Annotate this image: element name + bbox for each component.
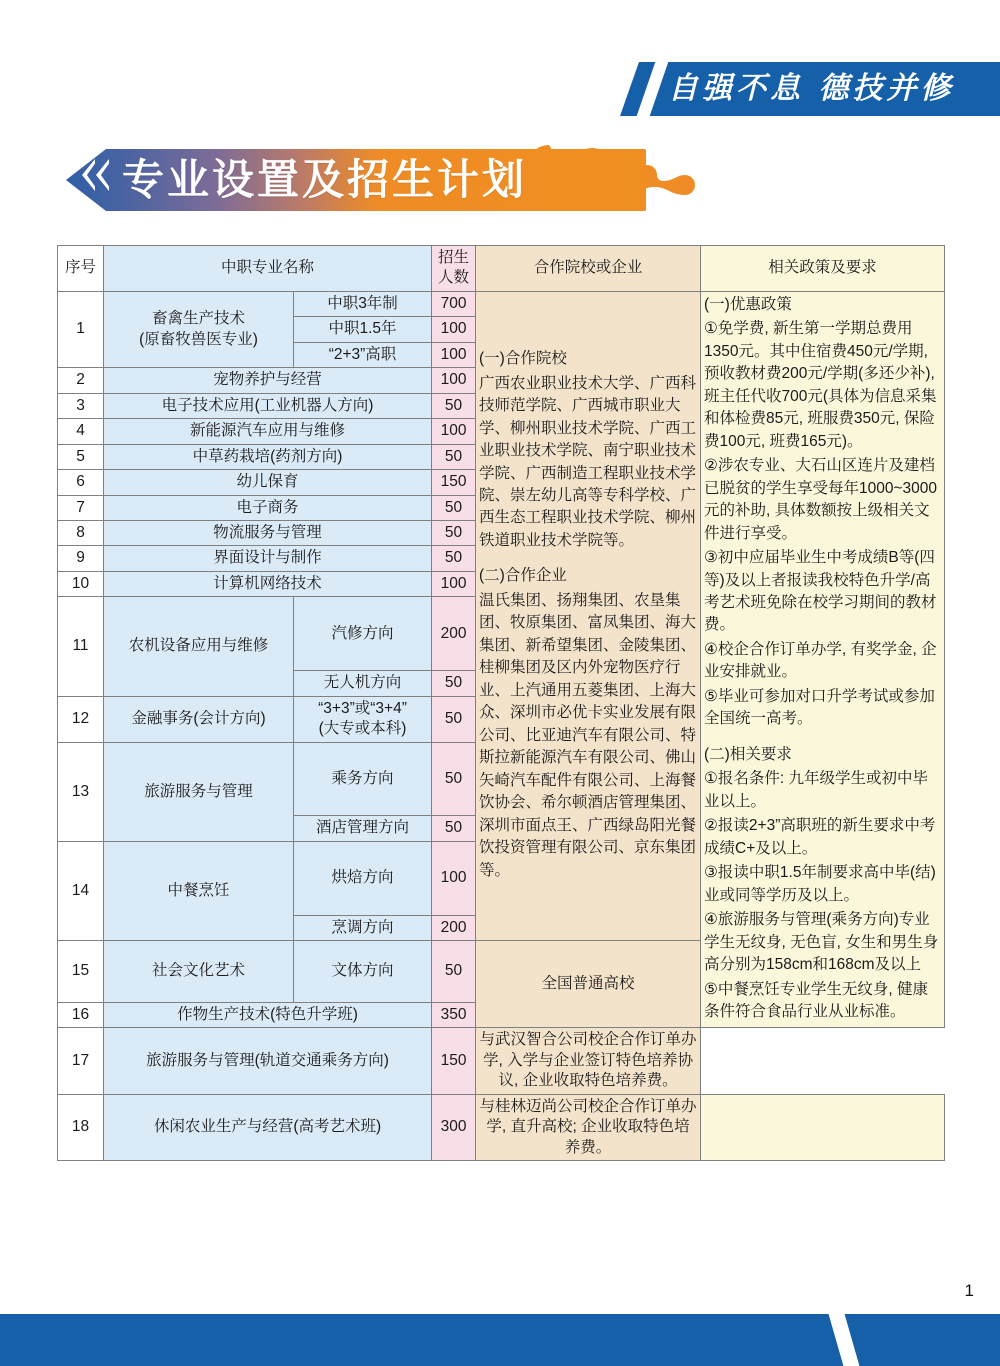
cell-quota: 50 xyxy=(432,546,476,571)
policy-benefit-2: ②涉农专业、大石山区连片及建档已脱贫的学生享受每年1000~3000元的补助, 具体数额按上级相关文件进行享受。 xyxy=(704,457,938,542)
cell-quota: 50 xyxy=(432,444,476,469)
cell-quota: 50 xyxy=(432,696,476,742)
cell-seq: 10 xyxy=(58,571,104,596)
cell-quota: 50 xyxy=(432,520,476,545)
cell-major: 中餐烹饪 xyxy=(104,841,294,940)
policy-requirement-4: ④旅游服务与管理(乘务方向)专业学生无纹身, 无色盲, 女生和男生身高分别为158cm和168cm及以上 xyxy=(704,911,939,974)
cell-major: 休闲农业生产与经营(高考艺术班) xyxy=(104,1094,432,1160)
partner-schools-body: 广西农业职业技术大学、广西科技师范学院、广西城市职业大学、柳州职业技术学院、广西工业职业技术学院、南宁职业技术学院、广西制造工程职业技术学院、崇左幼儿高等专科学校、广西生态工程职业技术学院、柳州铁道职业技术学院等。 xyxy=(479,374,697,549)
partner-enterprises-body: 温氏集团、扬翔集团、农垦集团、牧原集团、富凤集团、海大集团、新希望集团、金陵集团、桂柳集团及区内外宠物医疗行业、上汽通用五菱集团、上海大众、深圳市必优卡实业发展有限公司、比亚迪汽车有限公司、特斯拉新能源汽车有限公司、佛山矢崎汽车配件有限公司、上海餐饮协会、希尔顿酒店管理集团、深圳市面点王、广西绿岛阳光餐饮投资管理有限公司、京东集团等。 xyxy=(479,591,697,879)
cell-partner-main xyxy=(476,291,701,940)
cell-major: 新能源汽车应用与维修 xyxy=(104,419,432,444)
cell-major: 幼儿保育 xyxy=(104,470,432,495)
policy-requirement-3: ③报读中职1.5年制要求高中毕(结)业或同等学历及以上。 xyxy=(704,864,936,904)
cell-seq: 18 xyxy=(58,1094,104,1160)
header-major: 中职专业名称 xyxy=(104,246,432,292)
cell-subtrack: “2+3”高职 xyxy=(294,342,432,367)
cell-subtrack: 酒店管理方向 xyxy=(294,816,432,841)
cell-quota: 50 xyxy=(432,495,476,520)
partner-enterprises-heading: (二)合作企业 xyxy=(479,567,567,585)
cell-seq: 14 xyxy=(58,841,104,940)
policy-benefit-4: ④校企合作订单办学, 有奖学金, 企业安排就业。 xyxy=(704,640,937,681)
motto-text: 自强不息 德技并修 xyxy=(668,71,955,106)
cell-major: 金融事务(会计方向) xyxy=(104,696,294,742)
policy-requirement-1: ①报名条件: 九年级学生或初中毕业以上。 xyxy=(704,770,929,810)
cell-quota: 100 xyxy=(432,342,476,367)
cell-subtrack-line1: “3+3”或“3+4” xyxy=(318,699,407,717)
cell-major: 旅游服务与管理 xyxy=(104,742,294,841)
cell-quota: 150 xyxy=(432,470,476,495)
cell-seq: 8 xyxy=(58,520,104,545)
cell-subtrack: 无人机方向 xyxy=(294,671,432,696)
cell-major: 旅游服务与管理(轨道交通乘务方向) xyxy=(104,1028,432,1094)
cell-quota: 100 xyxy=(432,317,476,342)
cell-major: 物流服务与管理 xyxy=(104,520,432,545)
cell-quota: 350 xyxy=(432,1002,476,1027)
cell-quota: 100 xyxy=(432,419,476,444)
policy-requirement-5: ⑤中餐烹饪专业学生无纹身, 健康条件符合食品行业从业标准。 xyxy=(704,980,929,1020)
cell-quota: 50 xyxy=(432,941,476,1003)
cell-quota: 200 xyxy=(432,597,476,671)
policy-benefit-1: ①免学费, 新生第一学期总费用1350元。其中住宿费450元/学期, 预收教材费200元/学期(多还少补), 班主任代收700元(具体为信息采集和体检费85元, 班服费350元, 保险费100元, 班费165元)。 xyxy=(704,320,937,450)
cell-seq: 12 xyxy=(58,696,104,742)
cell-quota: 700 xyxy=(432,291,476,316)
cell-seq: 6 xyxy=(58,470,104,495)
header-partner: 合作院校或企业 xyxy=(476,246,701,292)
motto-banner xyxy=(620,62,1000,116)
cell-seq: 3 xyxy=(58,393,104,418)
cell-policy-filler xyxy=(701,1094,945,1160)
page-title: 专业设置及招生计划 xyxy=(122,156,528,203)
cell-seq: 5 xyxy=(58,444,104,469)
cell-seq: 11 xyxy=(58,597,104,696)
cell-major: 宠物养护与经营 xyxy=(104,368,432,393)
cell-quota: 50 xyxy=(432,671,476,696)
cell-seq: 13 xyxy=(58,742,104,841)
cell-major-line2: (原畜牧兽医专业) xyxy=(139,330,258,348)
policy-requirement-2: ②报读2+3”高职班的新生要求中考成绩C+及以上。 xyxy=(704,817,936,857)
cell-quota: 100 xyxy=(432,841,476,915)
cell-subtrack: 文体方向 xyxy=(294,941,432,1003)
cell-seq: 17 xyxy=(58,1028,104,1094)
cell-major xyxy=(104,291,294,367)
table-row xyxy=(58,1028,945,1094)
cell-quota: 100 xyxy=(432,368,476,393)
cell-policy xyxy=(701,291,945,1028)
cell-quota: 100 xyxy=(432,571,476,596)
page-number: 1 xyxy=(964,1281,974,1300)
enrollment-plan-table xyxy=(57,245,945,1161)
cell-major: 电子技术应用(工业机器人方向) xyxy=(104,393,432,418)
cell-subtrack: 烹调方向 xyxy=(294,915,432,940)
cell-partner-row17: 与武汉智合公司校企合作订单办学, 入学与企业签订特色培养协议, 企业收取特色培养费。 xyxy=(476,1028,701,1094)
cell-quota: 50 xyxy=(432,393,476,418)
cell-major: 计算机网络技术 xyxy=(104,571,432,596)
cell-major: 社会文化艺术 xyxy=(104,941,294,1003)
cell-subtrack: 汽修方向 xyxy=(294,597,432,671)
policy-requirements-heading: (二)相关要求 xyxy=(704,745,792,763)
cell-quota: 50 xyxy=(432,816,476,841)
cell-subtrack: 乘务方向 xyxy=(294,742,432,816)
table-header-row xyxy=(58,246,945,292)
cell-subtrack: 中职1.5年 xyxy=(294,317,432,342)
cell-major: 电子商务 xyxy=(104,495,432,520)
section-title-block xyxy=(66,143,686,217)
header-seq: 序号 xyxy=(58,246,104,292)
cell-major: 作物生产技术(特色升学班) xyxy=(104,1002,432,1027)
cell-seq: 1 xyxy=(58,291,104,367)
cell-quota: 300 xyxy=(432,1094,476,1160)
double-chevron-left-icon xyxy=(80,159,114,191)
cell-seq: 2 xyxy=(58,368,104,393)
cell-subtrack xyxy=(294,696,432,742)
table-row xyxy=(58,1094,945,1160)
cell-partner-national: 全国普通高校 xyxy=(476,941,701,1028)
cell-partner-row18: 与桂林迈尚公司校企合作订单办学, 直升高校; 企业收取特色培养费。 xyxy=(476,1094,701,1160)
cell-seq: 4 xyxy=(58,419,104,444)
cell-subtrack-line2: (大专或本科) xyxy=(318,720,407,738)
footer-bar xyxy=(0,1304,1000,1366)
cell-quota: 200 xyxy=(432,915,476,940)
cell-major-line1: 畜禽生产技术 xyxy=(151,310,245,328)
header-quota: 招生人数 xyxy=(432,246,476,292)
partner-schools-heading: (一)合作院校 xyxy=(479,350,567,368)
policy-benefits-heading: (一)优惠政策 xyxy=(704,295,792,313)
cell-seq: 9 xyxy=(58,546,104,571)
cell-seq: 15 xyxy=(58,941,104,1003)
cell-subtrack: 中职3年制 xyxy=(294,291,432,316)
cell-subtrack: 烘焙方向 xyxy=(294,841,432,915)
cell-major: 中草药栽培(药剂方向) xyxy=(104,444,432,469)
header-policy: 相关政策及要求 xyxy=(701,246,945,292)
table-row xyxy=(58,291,945,316)
cell-seq: 16 xyxy=(58,1002,104,1027)
cell-major: 界面设计与制作 xyxy=(104,546,432,571)
policy-benefit-3: ③初中应届毕业生中考成绩B等(四等)及以上者报读我校特色升学/高考艺术班免除在校学习期间的教材费。 xyxy=(704,549,937,634)
cell-major: 农机设备应用与维修 xyxy=(104,597,294,696)
policy-benefit-5: ⑤毕业可参加对口升学考试或参加全国统一高考。 xyxy=(704,687,935,728)
cell-quota: 150 xyxy=(432,1028,476,1094)
cell-quota: 50 xyxy=(432,742,476,816)
cell-seq: 7 xyxy=(58,495,104,520)
